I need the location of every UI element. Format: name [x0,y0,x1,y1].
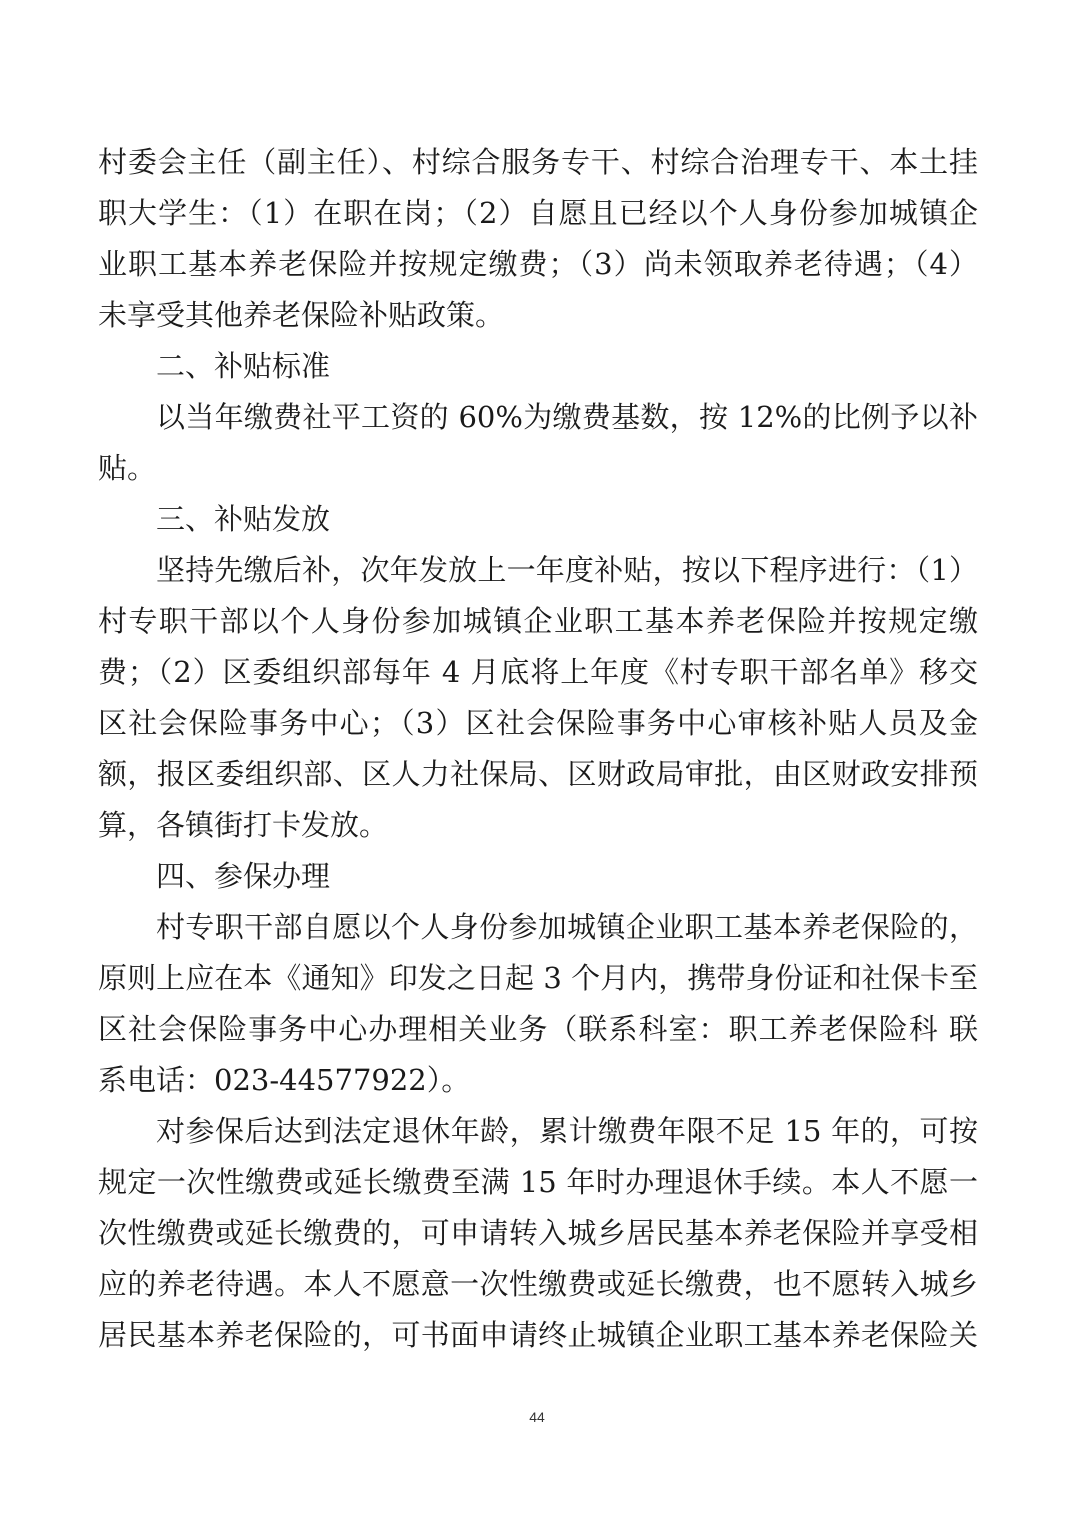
body-text-line: 职大学生：（1）在职在岗；（2）自愿且已经以个人身份参加城镇企 [98,196,978,230]
body-text-line: 原则上应在本《通知》印发之日起 3 个月内，携带身份证和社保卡至 [98,961,978,995]
body-text-line: 业职工基本养老保险并按规定缴费；（3）尚未领取养老待遇；（4） [98,247,978,281]
body-text-line: 村专职干部自愿以个人身份参加城镇企业职工基本养老保险的， [156,910,978,944]
document-body [98,137,978,1361]
body-text-line: 费；（2）区委组织部每年 4 月底将上年度《村专职干部名单》移交 [98,655,978,689]
body-text-line: 未享受其他养老保险补贴政策。 [98,298,505,332]
body-text-line: 对参保后达到法定退休年龄，累计缴费年限不足 15 年的，可按 [156,1114,978,1148]
body-text-line: 以当年缴费社平工资的 60%为缴费基数，按 12%的比例予以补 [156,400,978,434]
body-text-line: 规定一次性缴费或延长缴费至满 15 年时办理退休手续。本人不愿一 [98,1165,978,1199]
section-heading: 四、参保办理 [156,859,331,893]
body-text-line: 系电话：023-44577922）。 [98,1063,471,1097]
body-text-line: 算，各镇街打卡发放。 [98,808,389,842]
body-text-line: 坚持先缴后补，次年发放上一年度补贴，按以下程序进行：（1） [156,553,978,587]
body-text-line: 额，报区委组织部、区人力社保局、区财政局审批，由区财政安排预 [98,757,978,791]
body-text-line: 贴。 [98,451,157,485]
body-text-line: 村专职干部以个人身份参加城镇企业职工基本养老保险并按规定缴 [98,604,978,638]
body-text-line: 区社会保险事务中心办理相关业务（联系科室：职工养老保险科 联 [98,1012,978,1046]
body-text-line: 区社会保险事务中心；（3）区社会保险事务中心审核补贴人员及金 [98,706,978,740]
page-number: 44 [529,1409,545,1425]
body-text-line: 居民基本养老保险的，可书面申请终止城镇企业职工基本养老保险关 [98,1318,978,1352]
body-text-line: 应的养老待遇。本人不愿意一次性缴费或延长缴费，也不愿转入城乡 [98,1267,978,1301]
section-heading: 三、补贴发放 [156,502,331,536]
body-text-line: 次性缴费或延长缴费的，可申请转入城乡居民基本养老保险并享受相 [98,1216,978,1250]
body-text-line: 村委会主任（副主任）、村综合服务专干、村综合治理专干、本土挂 [98,145,978,179]
section-heading: 二、补贴标准 [156,349,331,383]
